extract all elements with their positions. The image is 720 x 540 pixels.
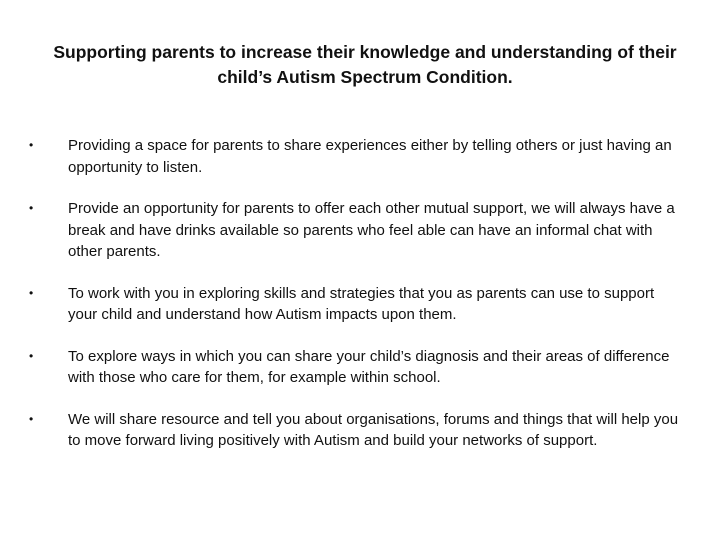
bullet-item-5 bbox=[29, 409, 684, 452]
bullet-item-3 bbox=[29, 283, 684, 326]
bullet-text: Providing a space for parents to share experiences either by telling others or just having an opportunity to listen. bbox=[68, 137, 672, 176]
bullet-text: We will share resource and tell you about organisations, forums and things that will help you to move forward living positively with Autism and build your networks of support. bbox=[68, 410, 679, 449]
bullet-dot-icon: • bbox=[29, 348, 34, 363]
bullet-text: To explore ways in which you can share your child’s diagnosis and their areas of difference with those who care for them, for example within school. bbox=[68, 347, 670, 386]
bullet-item-4 bbox=[29, 346, 684, 389]
bullet-dot-icon: • bbox=[29, 138, 34, 152]
bullet-list bbox=[29, 135, 684, 472]
bullet-dot-icon: • bbox=[29, 285, 34, 300]
bullet-dot-icon: • bbox=[29, 411, 34, 426]
bullet-dot-icon: • bbox=[29, 201, 34, 215]
slide-title: Supporting parents to increase their knowledge and understanding of their child’s Autism Spectrum Condition. bbox=[53, 42, 677, 87]
bullet-text: To work with you in exploring skills and strategies that you as parents can use to support your child and understand how Autism impacts upon them. bbox=[68, 284, 655, 323]
bullet-item-1 bbox=[29, 135, 684, 178]
bullet-text: Provide an opportunity for parents to offer each other mutual support, we will always have a break and have drinks available so parents who feel able can have an informal chat with other parents. bbox=[68, 200, 675, 260]
bullet-item-2 bbox=[29, 198, 684, 263]
